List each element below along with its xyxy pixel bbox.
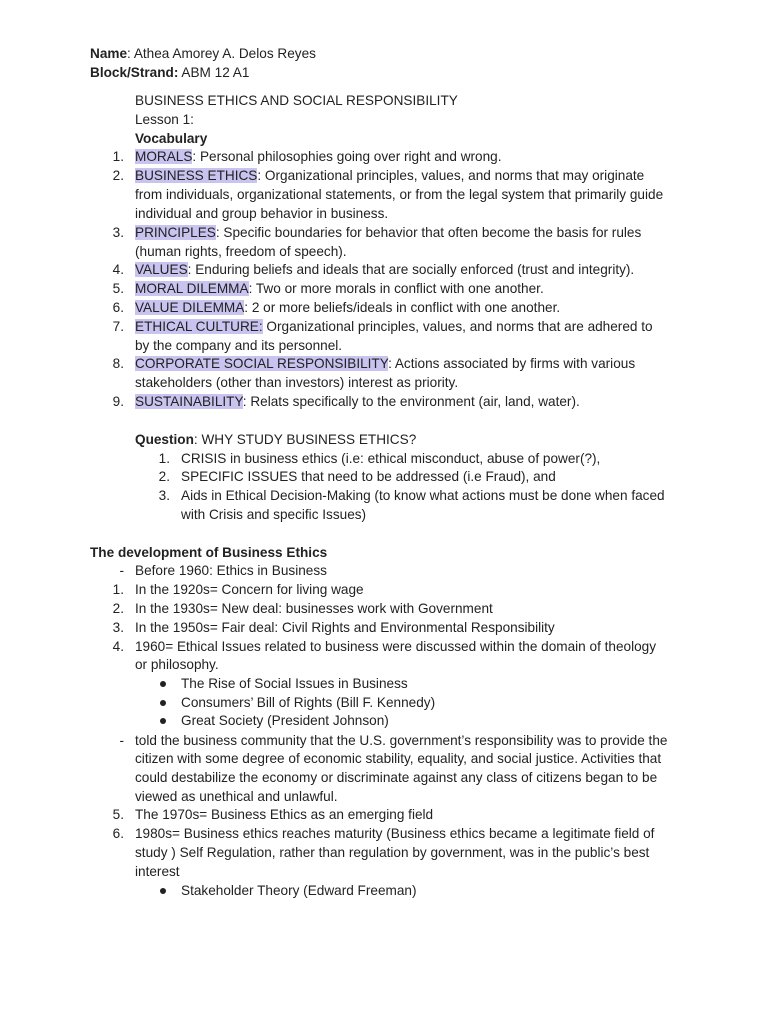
definition-continuation: individual and group behavior in business.	[135, 206, 389, 221]
lesson-label: Lesson 1:	[135, 112, 194, 127]
development-heading-text: The development of Business Ethics	[90, 545, 328, 560]
list-number: 1.	[158, 451, 170, 466]
list-number: 2.	[158, 469, 170, 484]
list-item: 1980s= Business ethics reaches maturity (Business ethics became a legitimate field of	[135, 826, 655, 841]
block-line	[90, 64, 249, 83]
question-label: Question	[135, 432, 194, 447]
highlighted-term: BUSINESS ETHICS	[135, 168, 258, 183]
list-number: 4.	[112, 262, 124, 277]
course-title: BUSINESS ETHICS AND SOCIAL RESPONSIBILITY	[135, 93, 458, 108]
list-number: 2.	[112, 601, 124, 616]
list-item	[135, 148, 502, 167]
definition-continuation: from individuals, organizational statements, or from the legal system that primarily guide	[135, 187, 664, 202]
list-item: Aids in Ethical Decision-Making (to know what actions must be done when faced	[181, 488, 665, 503]
list-number: 9.	[112, 394, 124, 409]
list-item: The 1970s= Business Ethics as an emerging field	[135, 807, 434, 822]
highlighted-term: VALUE DILEMMA	[135, 300, 245, 315]
definition-text: : Actions associated by firms with various	[388, 356, 636, 371]
definition-continuation: (human rights, freedom of speech).	[135, 244, 347, 259]
question-text: : WHY STUDY BUSINESS ETHICS?	[193, 432, 417, 447]
list-item: Before 1960: Ethics in Business	[135, 563, 327, 578]
dash-marker: -	[119, 563, 124, 578]
definition-text: : Specific boundaries for behavior that often become the basis for rules	[215, 225, 642, 240]
list-number: 6.	[112, 300, 124, 315]
list-number: 7.	[112, 319, 124, 334]
name-line	[90, 45, 316, 64]
definition-continuation: stakeholders (other than investors) interest as priority.	[135, 375, 459, 390]
definition-text: : Relats specifically to the environment (air, land, water).	[242, 394, 580, 409]
dash-marker: -	[119, 733, 124, 748]
highlighted-term: PRINCIPLES	[135, 225, 216, 240]
list-number: 3.	[112, 225, 124, 240]
list-number: 2.	[112, 168, 124, 183]
definition-text: Organizational principles, values, and norms that are adhered to	[262, 319, 653, 334]
list-item-continuation: or philosophy.	[135, 657, 219, 672]
list-item: SPECIFIC ISSUES that need to be addressed (i.e Fraud), and	[181, 469, 556, 484]
definition-text: : Enduring beliefs and ideals that are socially enforced (trust and integrity).	[187, 262, 635, 277]
bullet-dot	[160, 888, 166, 894]
list-item	[135, 261, 634, 280]
list-item: CRISIS in business ethics (i.e: ethical misconduct, abuse of power(?),	[181, 451, 601, 466]
list-item	[135, 299, 560, 318]
bullet-dot	[160, 700, 166, 706]
list-number: 3.	[112, 620, 124, 635]
list-item: In the 1930s= New deal: businesses work with Government	[135, 601, 493, 616]
list-number: 5.	[112, 807, 124, 822]
list-item-continuation: interest	[135, 864, 180, 879]
vocabulary-heading	[135, 130, 207, 149]
list-number: 5.	[112, 281, 124, 296]
highlighted-term: SUSTAINABILITY	[135, 394, 243, 409]
bullet-item: Stakeholder Theory (Edward Freeman)	[181, 883, 417, 898]
highlighted-term: CORPORATE SOCIAL RESPONSIBILITY	[135, 356, 389, 371]
list-number: 1.	[112, 149, 124, 164]
bullet-dot	[160, 681, 166, 687]
note-line: viewed as unethical and unlawful.	[135, 789, 338, 804]
highlighted-term: VALUES	[135, 262, 188, 277]
name-value: : Athea Amorey A. Delos Reyes	[127, 46, 316, 61]
definition-text: : Two or more morals in conflict with one another.	[248, 281, 544, 296]
list-item	[135, 280, 544, 299]
list-item: In the 1950s= Fair deal: Civil Rights and Environmental Responsibility	[135, 620, 555, 635]
bullet-item: Great Society (President Johnson)	[181, 713, 389, 728]
list-item	[135, 224, 641, 243]
bullet-item: Consumers’ Bill of Rights (Bill F. Kennedy)	[181, 695, 436, 710]
note-line: citizen with some degree of economic stability, equality, and social justice. Activities that	[135, 751, 662, 766]
vocabulary-heading-text: Vocabulary	[135, 131, 208, 146]
development-heading	[90, 544, 327, 563]
bullet-dot	[160, 718, 166, 724]
list-number: 3.	[158, 488, 170, 503]
list-item	[135, 318, 653, 337]
list-item-continuation: with Crisis and specific Issues)	[181, 507, 367, 522]
list-item	[135, 393, 580, 412]
block-value: ABM 12 A1	[178, 65, 250, 80]
list-item: In the 1920s= Concern for living wage	[135, 582, 364, 597]
question-line	[135, 431, 416, 450]
list-number: 1.	[112, 582, 124, 597]
highlighted-term: MORALS	[135, 149, 193, 164]
definition-text: : Organizational principles, values, and norms that may originate	[257, 168, 645, 183]
highlighted-term: ETHICAL CULTURE:	[135, 319, 263, 334]
definition-text: : Personal philosophies going over right and wrong.	[192, 149, 502, 164]
list-item	[135, 167, 644, 186]
list-item	[135, 355, 635, 374]
block-label: Block/Strand:	[90, 65, 179, 80]
definition-continuation: by the company and its personnel.	[135, 338, 343, 353]
definition-text: : 2 or more beliefs/ideals in conflict with one another.	[244, 300, 561, 315]
highlighted-term: MORAL DILEMMA	[135, 281, 249, 296]
list-number: 6.	[112, 826, 124, 841]
name-label: Name	[90, 46, 128, 61]
list-number: 8.	[112, 356, 124, 371]
bullet-item: The Rise of Social Issues in Business	[181, 676, 408, 691]
note-line: could destabilize the economy or discriminate against any class of citizens began to be	[135, 770, 658, 785]
list-number: 4.	[112, 639, 124, 654]
note-line: told the business community that the U.S. government’s responsibility was to provide the	[135, 733, 668, 748]
list-item-continuation: study ) Self Regulation, rather than regulation by government, was in the public’s best	[135, 845, 650, 860]
list-item: 1960= Ethical Issues related to business were discussed within the domain of theology	[135, 639, 657, 654]
